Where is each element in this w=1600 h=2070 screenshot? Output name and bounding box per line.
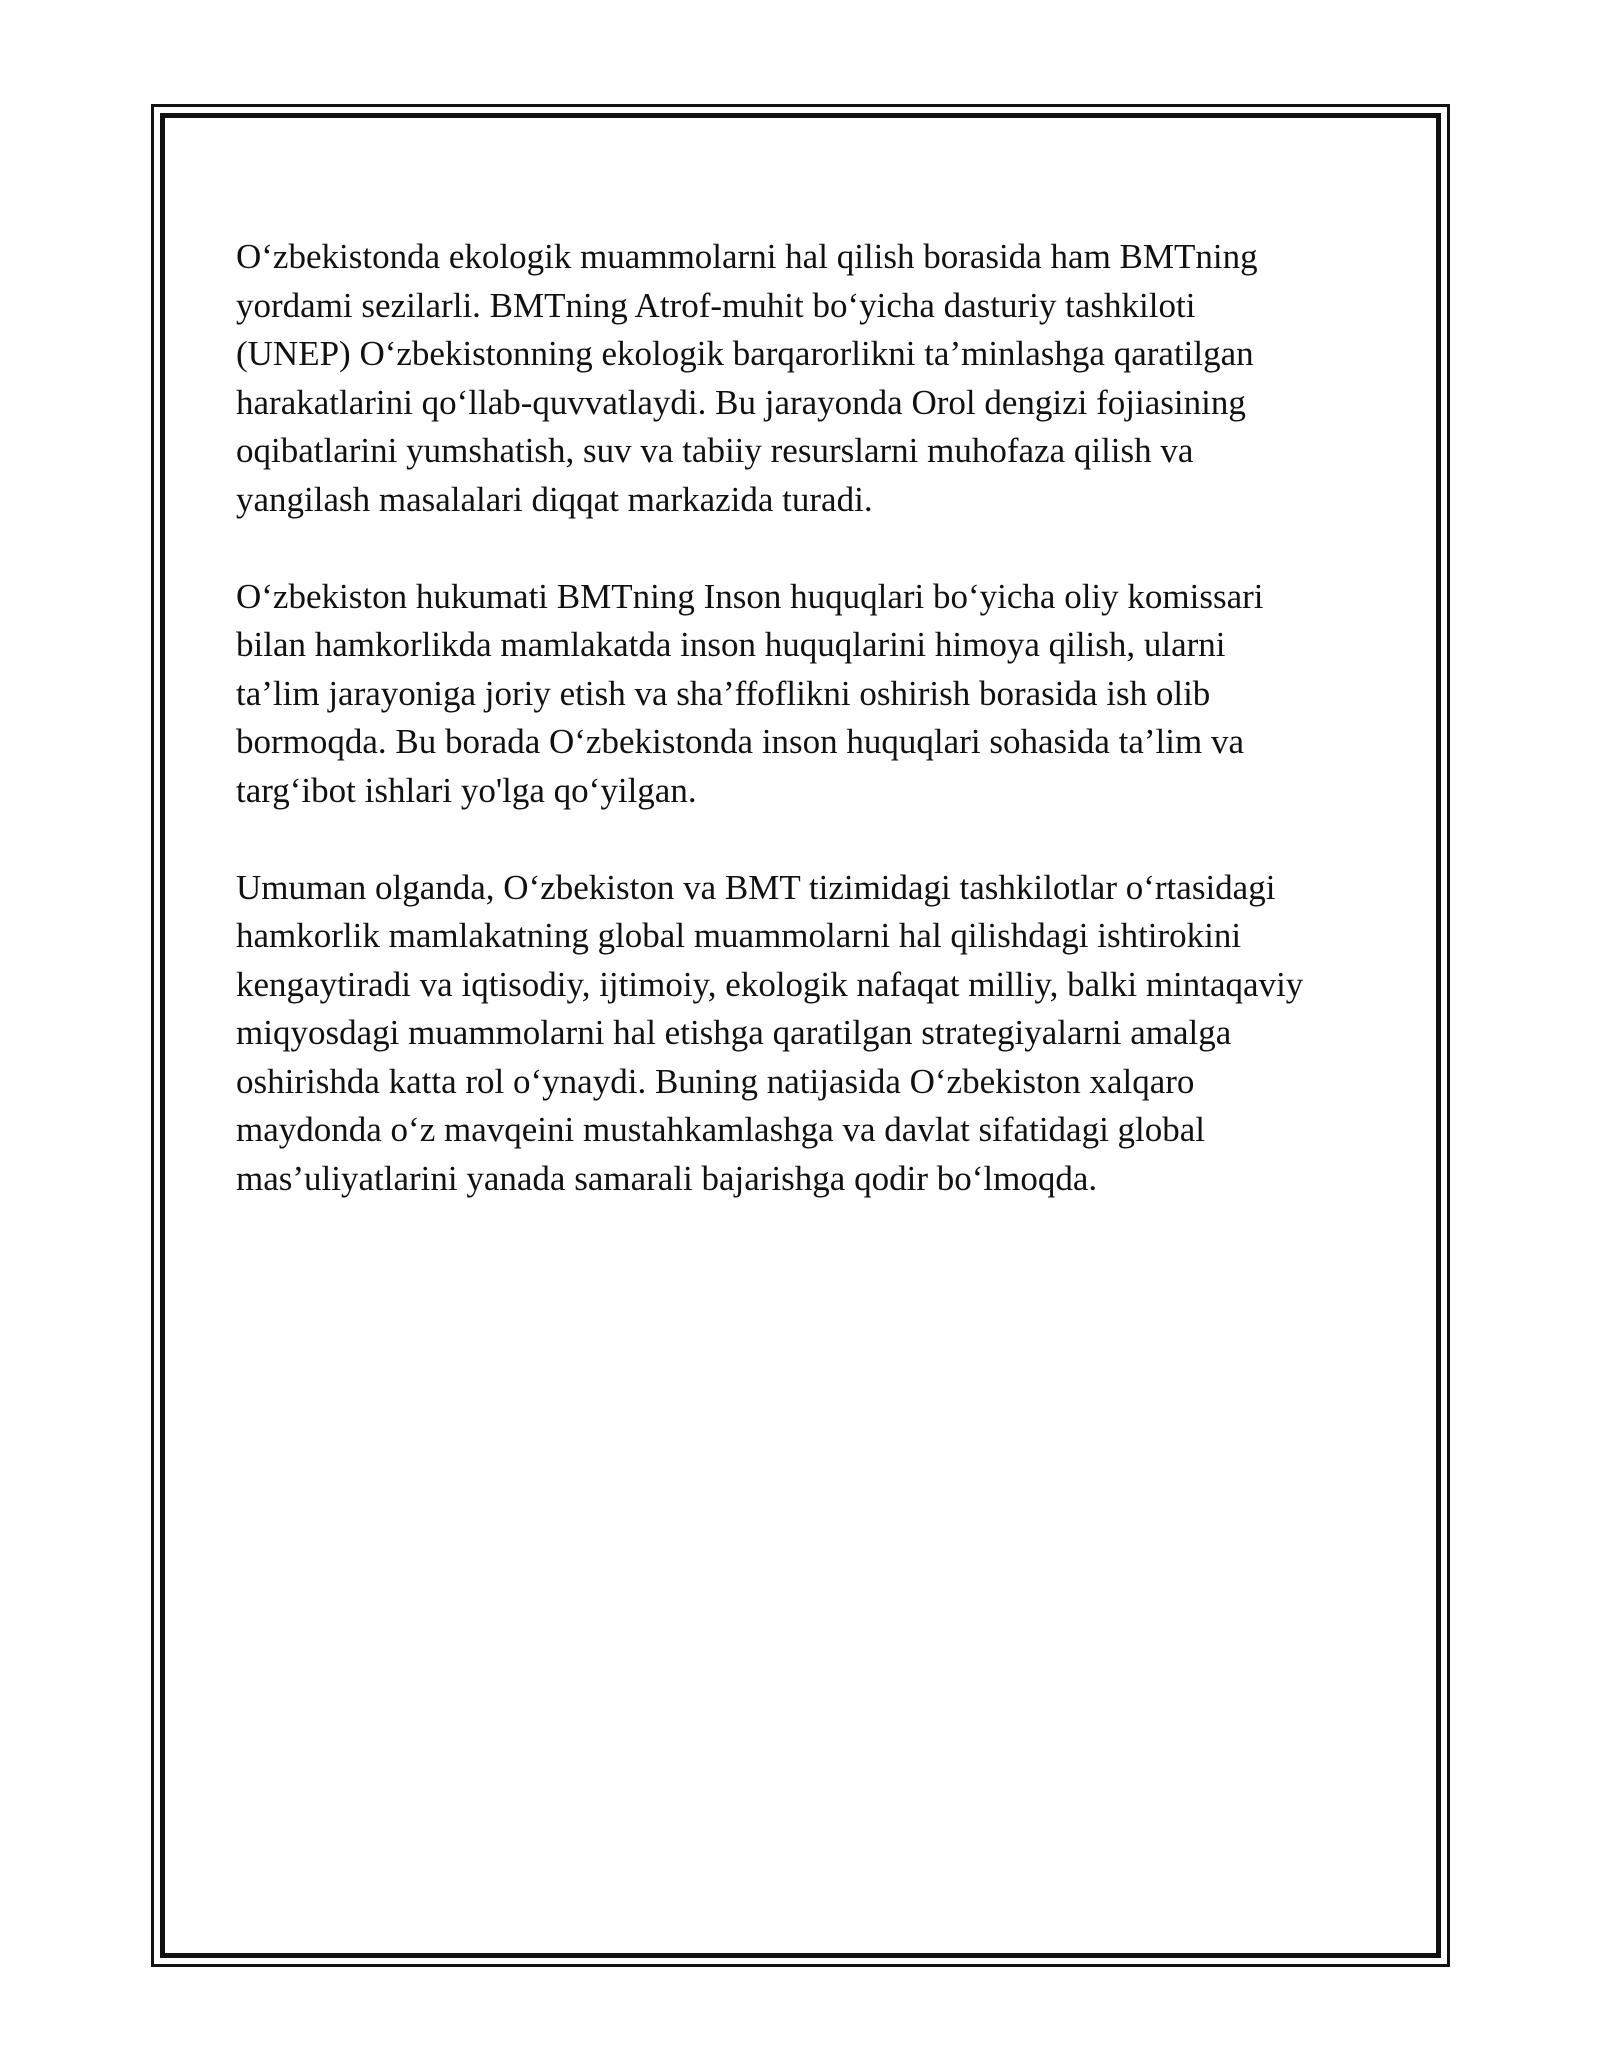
paragraph-ecology: O‘zbekistonda ekologik muammolarni hal qilish borasida ham BMTning yordami sezilarli. BMTning Atrof-muhit bo‘yicha dasturiy tashkiloti (UNEP) O‘zbekistonning ekologik barqarorlikni ta’minlashga qaratilgan harakatlarini qo‘llab-quvvatlaydi. Bu jarayonda Orol dengizi fojiasining oqibatlarini yumshatish, suv va tabiiy resurslarni muhofaza qilish va yangilash masalalari diqqat markazida turadi. xyxy=(236,237,1258,519)
document-body xyxy=(236,233,1366,1252)
paragraph-human-rights: O‘zbekiston hukumati BMTning Inson huquqlari bo‘yicha oliy komissari bilan hamkorlikda mamlakatda inson huquqlarini himoya qilish, ularni ta’lim jarayoniga joriy etish va sha’ffoflikni oshirish borasida ish olib bormoqda. Bu borada O‘zbekistonda inson huquqlari sohasida ta’lim va targ‘ibot ishlari yo'lga qo‘yilgan. xyxy=(236,576,1264,810)
paragraph-conclusion: Umuman olganda, O‘zbekiston va BMT tizimidagi tashkilotlar o‘rtasidagi hamkorlik mamlakatning global muammolarni hal qilishdagi ishtirokini kengaytiradi va iqtisodiy, ijtimoiy, ekologik nafaqat milliy, balki mintaqaviy miqyosdagi muammolarni hal etishga qaratilgan strategiyalarni amalga oshirishda katta rol o‘ynaydi. Buning natijasida O‘zbekiston xalqaro maydonda o‘z mavqeini mustahkamlashga va davlat sifatidagi global mas’uliyatlarini yanada samarali bajarishga qodir bo‘lmoqda. xyxy=(236,867,1304,1198)
